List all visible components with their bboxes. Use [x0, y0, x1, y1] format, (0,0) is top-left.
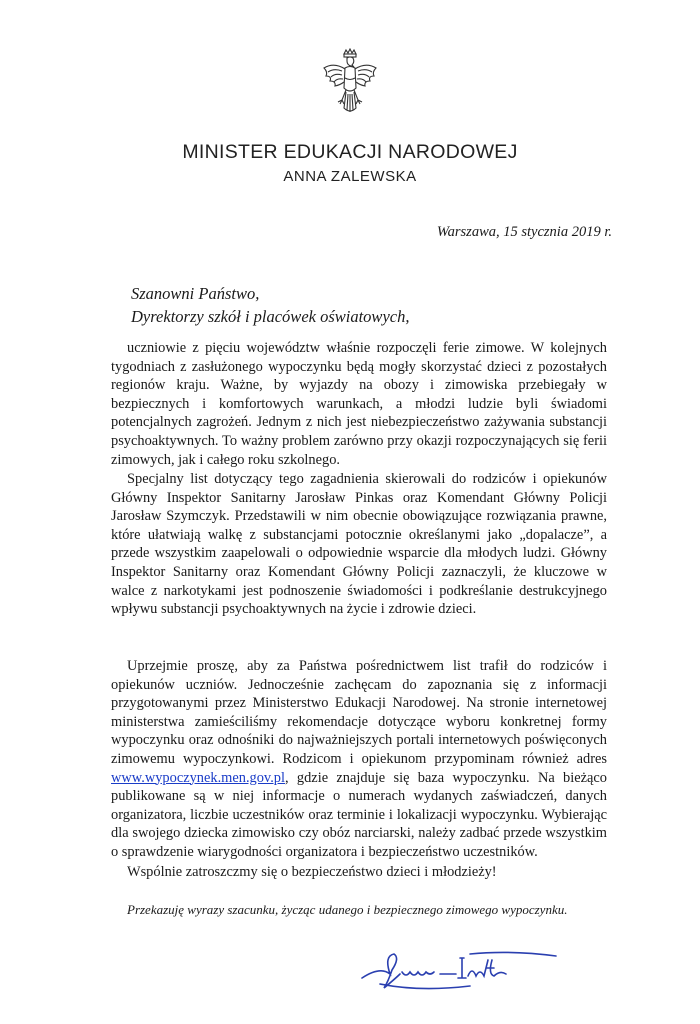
paragraph-2 — [111, 470, 607, 619]
paragraph-2-text: Specjalny list dotyczący tego zagadnienia skierowali do rodziców i opiekunów Główny Inspektor Sanitarny Jarosław Pinkas oraz Komendant Główny Policji Jarosław Szymczyk. Przedstawili w nim obecnie obowiązujące rozwiązania prawne, które ułatwiają walkę z substancjami potocznie określanymi jako „dopalacze”, a przede wszystkim zaapelowali o odpowiednie wsparcie dla młodych ludzi. Główny Inspektor Sanitarny oraz Komendant Główny Policji zaznaczyli, że kluczowe w walce z narkotykami jest podnoszenie świadomości i podkreślanie destrukcyjnego wpływu substancji psychoaktywnych na życie i zdrowie dzieci. — [111, 471, 607, 618]
letter-date: Warszawa, 15 stycznia 2019 r. — [436, 224, 612, 240]
paragraph-1-text: uczniowie z pięciu województw właśnie rozpoczęli ferie zimowe. W kolejnych tygodniach z zasłużonego wypoczynku będą mogły skorzystać dzieci z pozostałych regionów kraju. Ważne, by wyjazdy na obozy i zimowiska przebiegały w bezpiecznych i komfortowych warunkach, a młodzi ludzie byli świadomi potencjalnych zagrożeń. Jednym z nich jest niebezpieczeństwo zażywania substancji psychoaktywnych. To ważny problem zarówno przy okazji rozpoczynających się ferii zimowych, jak i całego roku szkolnego. — [111, 340, 607, 468]
salutation-line-1: Szanowni Państwo, — [131, 284, 260, 303]
paragraph-1 — [111, 339, 607, 469]
eagle-emblem-icon — [318, 48, 382, 120]
wypoczynek-link[interactable]: www.wypoczynek.men.gov.pl — [111, 769, 285, 786]
salutation — [131, 282, 409, 328]
minister-name: ANNA ZALEWSKA — [283, 168, 417, 185]
closing-line: Przekazuję wyrazy szacunku, życząc udanego i bezpiecznego zimowego wypoczynku. — [127, 902, 568, 917]
paragraph-3-text — [111, 657, 607, 862]
paragraph-4: Wspólnie zatroszczmy się o bezpieczeństwo dzieci i młodzieży! — [127, 864, 497, 880]
paragraph-3 — [111, 657, 607, 862]
paragraph-3-part-2: , gdzie znajduje się baza wypoczynku. Na bieżąco publikowane są w niej informacje o numerach wydanych zaświadczeń, danych organizatora, liczbie uczestników oraz terminie i lokalizacji wypoczynku. Wybierając dla swojego dziecka zimowisko czy obóz narciarski, należy zadbać przede wszystkim o sprawdzenie wiarygodności organizatora i bezpieczeństwo uczestników. — [111, 769, 607, 860]
paragraph-3-part-1: Uprzejmie proszę, aby za Państwa pośrednictwem list trafił do rodziców i opiekunów uczniów. Jednocześnie zachęcam do zapoznania się z informacji przygotowanymi przez Ministerstwo Edukacji Narodowej. Na stronie internetowej ministerstwa zamieściliśmy rekomendacje dotyczące wyboru konkretnej formy wypoczynku oraz odnośniki do najważniejszych portali internetowych poświęconych zimowemu wypoczynkowi. Rodzicom i opiekunom przypominam również adres — [111, 658, 607, 767]
salutation-line-2: Dyrektorzy szkół i placówek oświatowych, — [131, 307, 410, 326]
minister-title: MINISTER EDUKACJI NARODOWEJ — [182, 141, 518, 163]
handwritten-signature-icon — [360, 948, 560, 992]
